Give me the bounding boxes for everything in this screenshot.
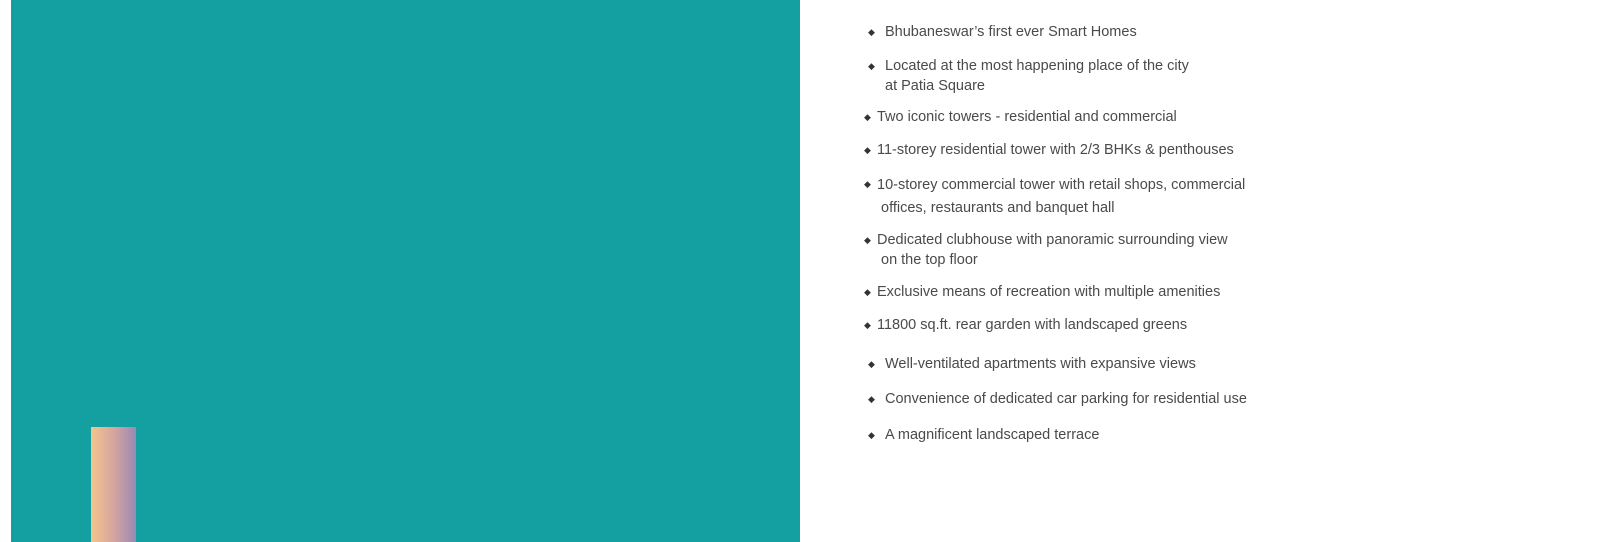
feature-text: 11-storey residential tower with 2/3 BHKs & penthouses [877,142,1234,158]
feature-text: Dedicated clubhouse with panoramic surrounding view [877,232,1228,248]
feature-text: A magnificent landscaped terrace [885,427,1100,443]
feature-item [868,354,1196,374]
diamond-bullet-icon: ◆ [868,27,875,37]
feature-item [864,315,1187,335]
diamond-bullet-icon: ◆ [864,287,871,297]
diamond-bullet-icon: ◆ [864,145,871,155]
diamond-bullet-icon: ◆ [868,359,875,369]
feature-item [868,425,1099,445]
diamond-bullet-icon: ◆ [868,394,875,404]
feature-text: 11800 sq.ft. rear garden with landscaped greens [877,317,1188,333]
feature-text-continued: at Patia Square [885,78,985,94]
diamond-bullet-icon: ◆ [864,112,871,122]
feature-item [864,174,1245,220]
feature-text: Convenience of dedicated car parking for residential use [885,391,1247,407]
diamond-bullet-icon: ◆ [864,235,871,245]
feature-item [864,282,1220,302]
feature-text-continued: offices, restaurants and banquet hall [881,200,1115,216]
feature-text: Bhubaneswar’s first ever Smart Homes [885,24,1137,40]
feature-text: Well-ventilated apartments with expansive views [885,356,1196,372]
feature-text: Located at the most happening place of the city [885,58,1189,74]
diamond-bullet-icon: ◆ [864,320,871,330]
feature-text-continued: on the top floor [881,252,978,268]
feature-text: Two iconic towers - residential and commercial [877,109,1177,125]
gradient-accent-bar [91,427,136,542]
feature-text: Exclusive means of recreation with multiple amenities [877,284,1221,300]
feature-item [864,107,1177,127]
feature-item [868,389,1247,409]
diamond-bullet-icon: ◆ [868,61,875,71]
feature-list [864,0,1568,542]
feature-item [864,140,1234,160]
feature-text: 10-storey commercial tower with retail shops, commercial [877,177,1246,193]
feature-item [864,230,1228,270]
diamond-bullet-icon: ◆ [868,430,875,440]
feature-item [868,56,1189,96]
feature-item [868,22,1137,42]
diamond-bullet-icon: ◆ [864,179,871,189]
